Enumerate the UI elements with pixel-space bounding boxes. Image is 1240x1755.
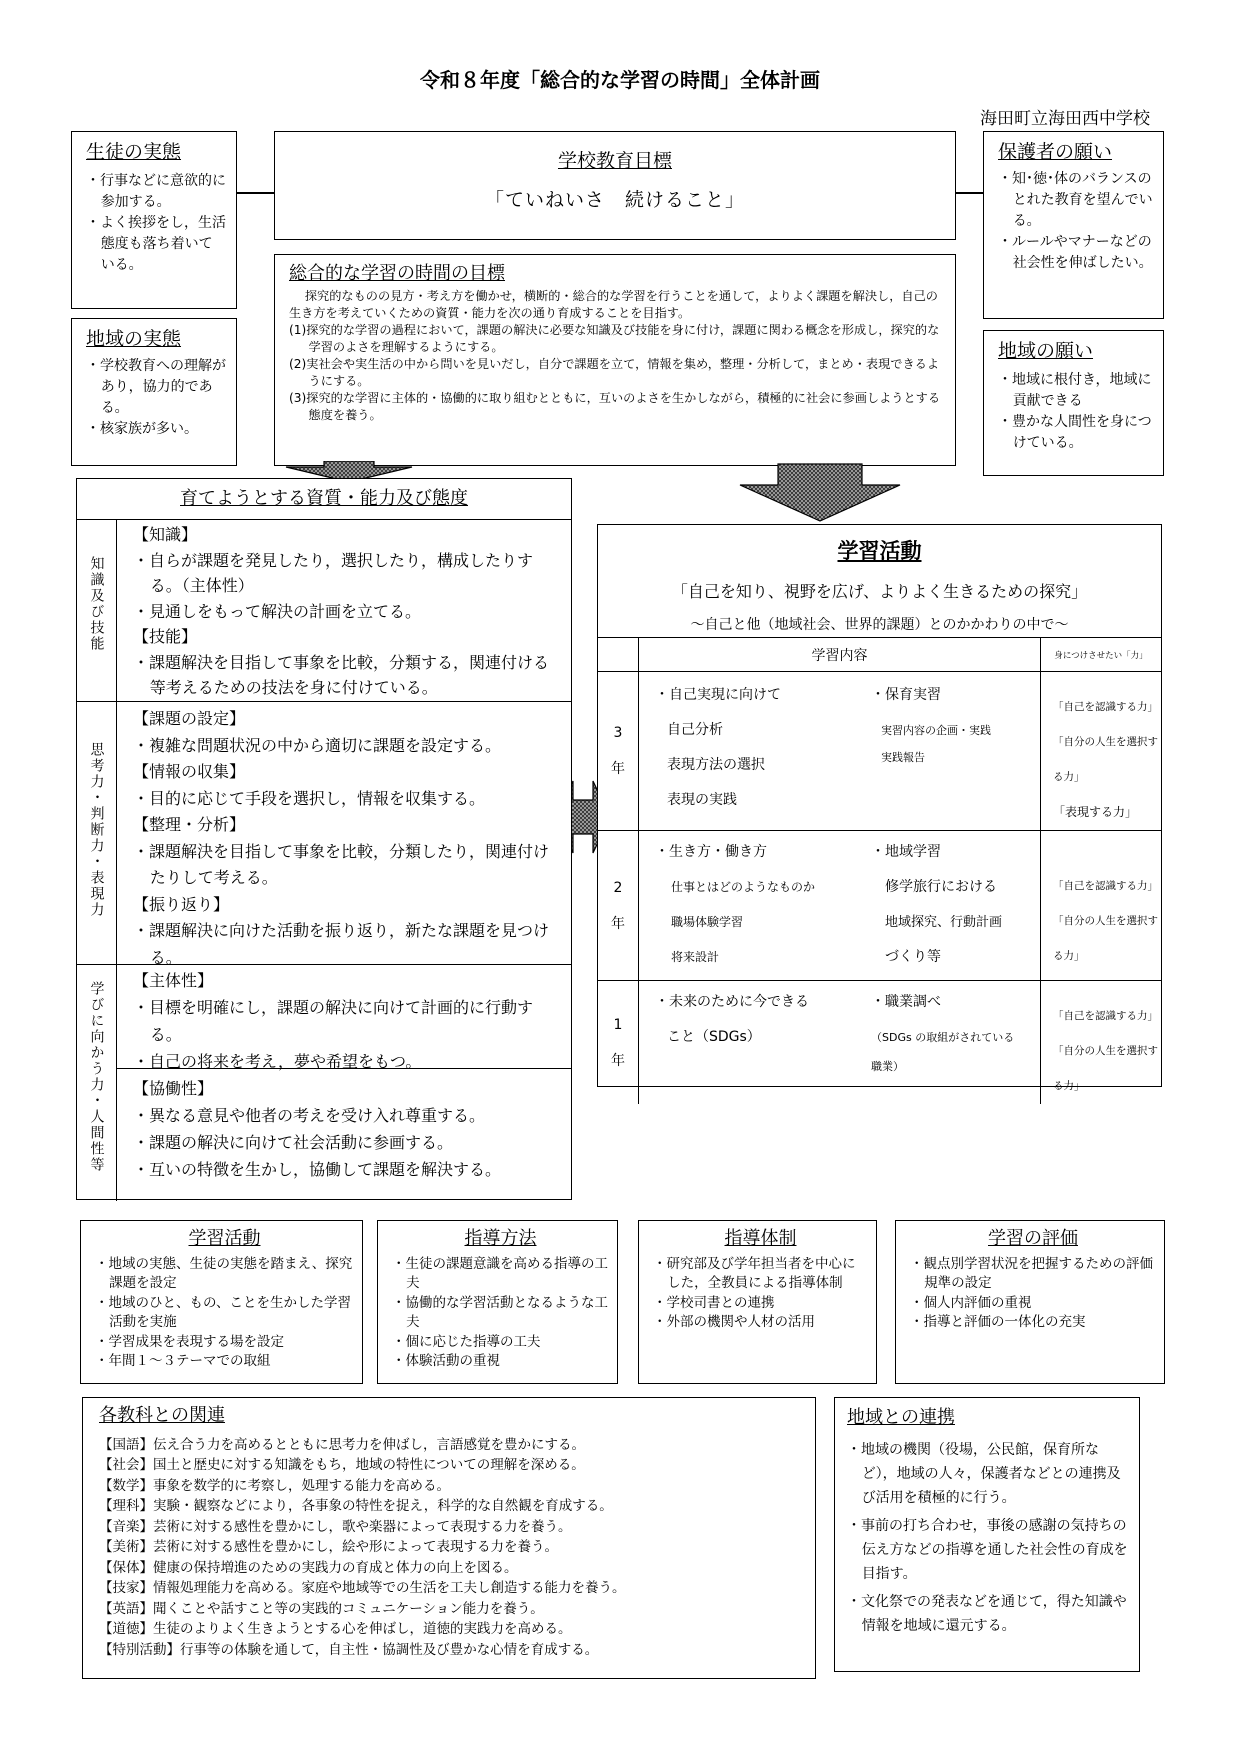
power-line: 「自己を認識する力」 (1053, 1010, 1158, 1022)
table-row (598, 831, 1161, 981)
subsection (117, 965, 571, 1069)
list-item: ・課題解決に向けた活動を振り返り，新たな課題を見つける。 (133, 921, 550, 967)
sogo-goal-item: (3)探究的な学習に主体的・協働的に取り組むとともに，互いのよさを生かしながら，積極的に社会に参画しようとする態度を養う。 (289, 391, 941, 422)
list-item: ・課題解決を目指して事象を比較，分類したり，関連付けたりして考える。 (133, 841, 550, 887)
bottom-box-title: 学習の評価 (988, 1228, 1078, 1249)
ability-section-knowledge (77, 520, 571, 702)
list-item: ・目標を明確にし，課題の解決に向けて計画的に行動する。 (133, 998, 534, 1044)
col-content-header: 学習内容 (639, 638, 1041, 672)
list-item: ・研究部及び学年担当者を中心にした，全教員による指導体制 (653, 1255, 856, 1291)
subjects-box (82, 1397, 816, 1679)
list-item: ・互いの特徴を生かし，協働して課題を解決する。 (133, 1160, 502, 1179)
section-body (117, 520, 571, 701)
power-line: 「自分の人生を選択する力」 (1053, 1045, 1158, 1092)
power-cell (1041, 981, 1162, 1105)
content-line: 実習内容の企画・実践 (881, 724, 991, 737)
list-item: ・個人内評価の重視 (910, 1294, 1032, 1311)
down-arrow-icon (738, 463, 902, 523)
content-line: （SDGs の取組がされている (871, 1031, 1015, 1044)
region-status-title: 地域の実態 (86, 328, 182, 350)
list-item: ・指導と評価の一体化の充実 (910, 1314, 1086, 1330)
parent-wish-title: 保護者の願い (998, 141, 1113, 163)
sogo-goal-box (274, 254, 956, 466)
content-line: ・未来のために今できる (655, 994, 809, 1010)
content-line: 表現方法の選択 (667, 757, 765, 773)
parent-wish-box (983, 131, 1164, 319)
region-status-list (86, 356, 226, 440)
content-left (639, 831, 866, 981)
content-line: 表現の実践 (667, 792, 737, 808)
content-right (865, 672, 1041, 831)
bottom-box-list (95, 1255, 354, 1372)
list-item: ・個に応じた指導の工夫 (392, 1333, 541, 1350)
content-left (639, 981, 866, 1105)
subjects-title: 各教科との関連 (99, 1405, 225, 1426)
region-link-box (834, 1397, 1140, 1672)
school-name: 海田町立海田西中学校 (980, 109, 1150, 129)
section-body (117, 965, 571, 1201)
grade-number: 2 (613, 879, 623, 896)
content-right (865, 831, 1041, 981)
group-head: 【振り返り】 (133, 894, 230, 914)
group-list (133, 839, 563, 892)
list-item: ・学習成果を表現する場を設定 (95, 1333, 284, 1350)
content-line: づくり等 (885, 949, 941, 965)
list-item: ・見通しをもって解決の計画を立てる。 (133, 601, 422, 621)
abilities-title: 育てようとする資質・能力及び態度 (180, 488, 468, 509)
list-item: ・自己の将来を考え，夢や希望をもつ。 (133, 1052, 422, 1071)
list-item: ・地域のひと、もの、ことを生かした学習活動を実施 (95, 1294, 351, 1330)
bottom-box-title: 学習活動 (188, 1228, 261, 1249)
list-item: ・事前の打ち合わせ，事後の感謝の気持ちの伝え方などの指導を通した社会性の育成を目指す。 (847, 1518, 1128, 1582)
sogo-goal-item: (2)実社会や実生活の中から問いを見いだし，自分で課題を立て，情報を集め，整理・分析して，まとめ・表現できるようにする。 (289, 357, 940, 388)
student-status-box (71, 131, 237, 309)
group-list (133, 786, 563, 813)
bottom-box-methods (377, 1220, 618, 1384)
group-list (133, 918, 563, 971)
list-item: ・複雑な問題状況の中から適切に課題を設定する。 (133, 735, 502, 755)
subject-item: 【道徳】生徒のよりよく生きようとする心を伸ばし，道徳的実践力を高める。 (99, 1621, 572, 1637)
section-body (117, 702, 571, 967)
content-line: ・保育実習 (871, 687, 941, 703)
section-label-cell (77, 520, 117, 701)
list-item: ・自らが課題を発見したり，選択したり，構成したりする。（主体性） (133, 550, 534, 595)
subject-item: 【国語】伝え合う力を高めるとともに思考力を伸ばし，言語感覚を豊かにする。 (99, 1436, 585, 1453)
list-item: ・異なる意見や他者の考えを受け入れ尊重する。 (133, 1106, 486, 1125)
list-item: ・地域の機関（役場，公民館，保育所など），地域の人々，保護者などとの連携及び活用を積極的に行う。 (847, 1442, 1121, 1506)
content-line: 修学旅行における (885, 879, 997, 895)
content-right (865, 981, 1041, 1105)
bottom-box-evaluation (895, 1220, 1165, 1384)
content-line: ・職業調べ (871, 994, 941, 1010)
group-head: 【情報の収集】 (133, 762, 246, 781)
content-line: 地域探究、行動計画 (885, 915, 1003, 930)
content-line: ・自己実現に向けて (655, 687, 781, 703)
group-head: 【主体性】 (133, 971, 214, 990)
power-cell (1041, 672, 1162, 831)
sogo-goal-title: 総合的な学習の時間の目標 (289, 263, 505, 284)
group-head: 【課題の設定】 (133, 709, 246, 728)
bottom-box-title: 指導体制 (724, 1228, 797, 1249)
grade-suffix: 年 (611, 761, 625, 777)
list-item: ・生徒の課題意識を高める指導の工夫 (392, 1255, 608, 1291)
subject-item: 【数学】事象を数学的に考察し，処理する能力を高める。 (99, 1477, 450, 1494)
region-link-title: 地域との連携 (847, 1407, 955, 1428)
list-item: ・目的に応じて手段を選択し，情報を収集する。 (133, 788, 486, 808)
group-list (133, 1102, 563, 1183)
group-list (133, 733, 563, 760)
group-head: 【整理・分析】 (133, 815, 246, 834)
grade-suffix: 年 (611, 915, 625, 932)
bottom-box-system (638, 1220, 877, 1384)
grade-cell (598, 981, 639, 1105)
bottom-box-list (910, 1255, 1156, 1333)
bottom-box-title: 指導方法 (464, 1228, 537, 1249)
section-label-cell (77, 965, 117, 1201)
grade-suffix: 年 (611, 1052, 625, 1069)
activities-sub: ～自己と他（地域社会、世界的課題）とのかかわりの中で～ (690, 617, 1069, 633)
region-link-list (847, 1438, 1129, 1638)
parent-wish-list (998, 169, 1153, 274)
content-line: 職場体験学習 (671, 915, 744, 929)
power-line: 「自分の人生を選択する力」 (1053, 915, 1158, 962)
table-row (598, 672, 1161, 831)
section-label-cell (77, 702, 117, 964)
table-header-row (598, 638, 1161, 672)
content-line: こと（SDGs） (667, 1029, 761, 1045)
abilities-header (77, 479, 571, 520)
region-status-box (71, 318, 237, 466)
activities-table (598, 637, 1161, 1104)
ability-section-attitude (77, 965, 571, 1201)
bottom-box-activities (80, 1220, 363, 1384)
list-item: ・よく挨拶をし，生活態度も落ち着いている。 (86, 215, 226, 273)
content-line: ・地域学習 (871, 844, 941, 860)
subject-item: 【保体】健康の保持増進のための実践力の育成と体力の向上を図る。 (99, 1559, 518, 1576)
subject-item: 【理科】実験・観察などにより，各事象の特性を捉え，科学的な自然観を育成する。 (99, 1498, 613, 1514)
group-list (133, 650, 563, 701)
power-line: 「表現する力」 (1053, 805, 1138, 819)
list-item: ・課題の解決に向けて社会活動に参画する。 (133, 1133, 454, 1152)
group-head: 【知識】 (133, 525, 198, 544)
region-wish-box (983, 330, 1164, 476)
bottom-box-list (653, 1255, 868, 1333)
subject-item: 【技家】情報処理能力を高める。家庭や地域等での生活を工夫し創造する能力を養う。 (99, 1580, 626, 1596)
subject-item: 【社会】国土と歴史に対する知識をもち，地域の特性についての理解を深める。 (99, 1457, 585, 1473)
subject-item: 【美術】芸術に対する感性を豊かにし，絵や形によって表現する力を養う。 (99, 1539, 558, 1555)
table-row (598, 981, 1161, 1105)
student-status-title: 生徒の実態 (86, 141, 182, 163)
section-label: 思考力・判断力・表現力 (88, 742, 105, 918)
power-line: 「自分の人生を選択する力」 (1053, 736, 1158, 783)
list-item: ・文化祭での発表などを通じて，得た知識や情報を地域に還元する。 (847, 1594, 1127, 1634)
list-item: ・協働的な学習活動となるような工夫 (392, 1294, 608, 1330)
content-line: ・生き方・働き方 (655, 844, 767, 860)
school-goal-box (274, 131, 956, 240)
subject-item: 【特別活動】行事等の体験を通して，自主性・協調性及び豊かな心情を育成する。 (99, 1641, 599, 1658)
subject-item: 【英語】聞くことや話すこと等の実践的コミュニケーション能力を養う。 (99, 1600, 544, 1617)
section-label: 学びに向かう力・人間性等 (88, 981, 105, 1173)
content-line: 実践報告 (881, 751, 925, 764)
grade-number: 1 (613, 1016, 623, 1033)
connector-line-left (237, 192, 274, 194)
connector-line-right (956, 192, 983, 194)
grade-cell (598, 672, 639, 831)
content-line: 職業） (871, 1060, 904, 1073)
group-head: 【協働性】 (133, 1079, 214, 1098)
content-line: 将来設計 (671, 950, 720, 964)
group-head: 【技能】 (133, 627, 198, 646)
list-item: ・核家族が多い。 (86, 421, 198, 437)
list-item: ・ルールやマナーなどの社会性を伸ばしたい。 (998, 234, 1153, 271)
content-line: 自己分析 (667, 722, 723, 738)
list-item: ・年間１～３テーマでの取組 (95, 1353, 271, 1369)
list-item: ・学校司書との連携 (653, 1294, 775, 1311)
list-item: ・外部の機関や人材の活用 (653, 1314, 815, 1330)
sogo-goal-intro: 探究的なものの見方・考え方を働かせ，横断的・総合的な学習を行うことを通して，よりよく課題を解決し，自己の生き方を考えていくための資質・能力を次の通り育成することを目指す。 (289, 289, 938, 320)
activities-theme: 「自己を知り、視野を広げ、よりよく生きるための探究」 (671, 582, 1088, 601)
abilities-box (76, 478, 572, 1200)
activities-header (598, 525, 1161, 637)
page-title: 令和８年度「総合的な学習の時間」全体計画 (420, 68, 820, 92)
section-label: 知識及び技能 (88, 556, 105, 652)
student-status-list (86, 171, 226, 276)
activities-title: 学習活動 (837, 539, 922, 563)
sogo-goal-item: (1)探究的な学習の過程において，課題の解決に必要な知識及び技能を身に付け，課題に関わる概念を形成し，探究的な学習のよさを理解するようにする。 (289, 323, 940, 354)
school-goal-title: 学校教育目標 (557, 150, 672, 172)
list-item: ・豊かな人間性を身につけている。 (998, 414, 1152, 451)
power-cell (1041, 831, 1162, 981)
subsection (117, 1069, 571, 1183)
list-item: ・課題解決を目指して事象を比較，分類する，関連付ける等考えるための技法を身に付けている。 (133, 652, 550, 697)
subject-item: 【音楽】芸術に対する感性を豊かにし，歌や楽器によって表現する力を養う。 (99, 1518, 572, 1535)
content-line: 仕事とはどのようなものか (671, 880, 816, 894)
school-goal-motto: 「ていねいさ 続けること」 (484, 189, 745, 211)
bottom-box-list (392, 1255, 609, 1372)
content-left (639, 672, 866, 831)
list-item: ・行事などに意欲的に参加する。 (86, 173, 226, 210)
list-item: ・知･徳･体のバランスのとれた教育を望んでいる。 (998, 171, 1153, 229)
power-line: 「自己を認識する力」 (1053, 880, 1158, 892)
grade-number: 3 (613, 725, 623, 741)
list-item: ・地域の実態、生徒の実態を踏まえ、探究課題を設定 (95, 1255, 353, 1291)
activities-box (597, 524, 1162, 1092)
col-power-header: 身につけさせたい「力」 (1041, 638, 1162, 672)
list-item: ・学校教育への理解があり，協力的である。 (86, 358, 226, 416)
group-list (133, 548, 563, 625)
list-item: ・体験活動の重視 (392, 1353, 500, 1369)
grade-cell (598, 831, 639, 981)
region-wish-list (998, 370, 1153, 454)
power-line: 「自己を認識する力」 (1053, 701, 1158, 713)
group-list (133, 994, 563, 1075)
ability-section-thinking (77, 702, 571, 965)
list-item: ・地域に根付き，地域に貢献できる (998, 372, 1152, 409)
region-wish-title: 地域の願い (998, 340, 1094, 362)
list-item: ・観点別学習状況を把握するための評価規準の設定 (910, 1255, 1153, 1291)
